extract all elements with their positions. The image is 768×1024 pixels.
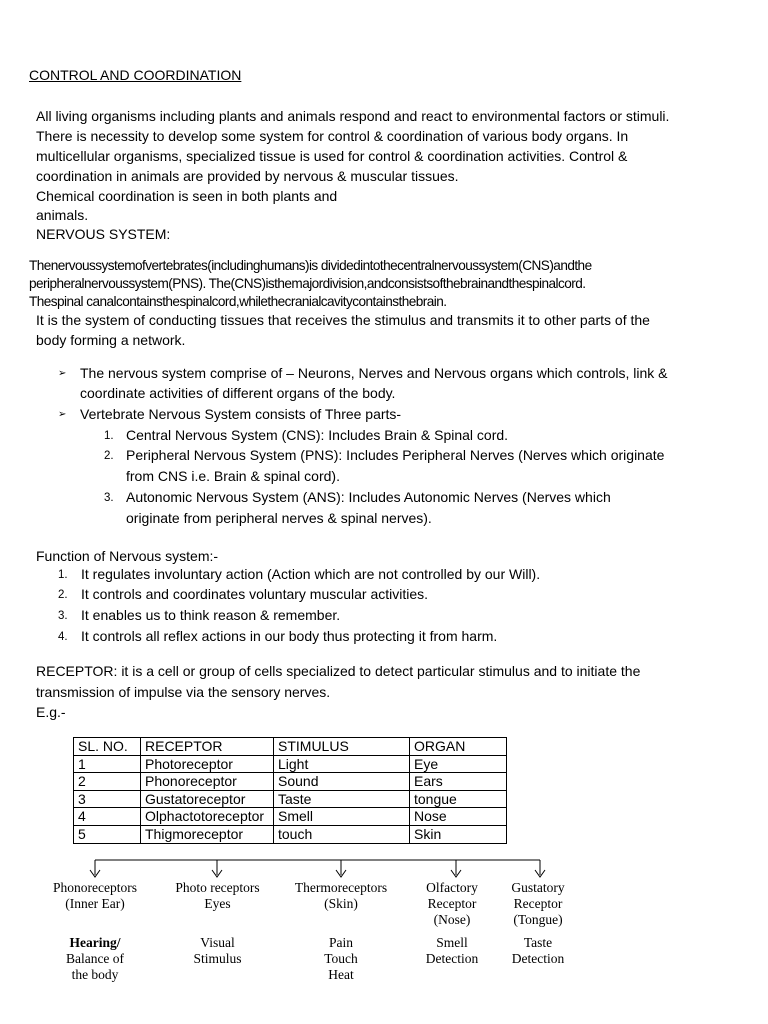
definition-line: body forming a network. [36, 332, 186, 348]
table-header-cell: RECEPTOR [141, 738, 274, 756]
table-cell: Eye [410, 755, 507, 773]
table-row [74, 808, 507, 826]
table-cell: Sound [274, 773, 410, 791]
receptor-line: E.g.- [36, 704, 66, 720]
table-cell: 2 [74, 773, 141, 791]
table-row [74, 825, 507, 843]
item-text: Central Nervous System (CNS): Includes Brain & Spinal cord. [126, 427, 509, 443]
diagram-label: Detection [425, 951, 479, 966]
table-header-cell: ORGAN [410, 738, 507, 756]
item-text: It regulates involuntary action (Action which are not controlled by our Will). [81, 566, 541, 582]
intro-line: animals. [36, 207, 89, 223]
diagram-label: Olfactory [426, 880, 478, 895]
item-text: Peripheral Nervous System (PNS): Includes Peripheral Nerves (Nerves which originate [126, 447, 665, 463]
table-cell: Phonoreceptor [141, 773, 274, 791]
diagram-label: Phonoreceptors [53, 880, 137, 895]
diagram-label: Thermoreceptors [294, 880, 388, 895]
page-title: CONTROL AND COORDINATION [29, 67, 242, 83]
table-cell: Ears [410, 773, 507, 791]
table-cell: Gustatoreceptor [141, 790, 274, 808]
diagram-label: Pain [328, 935, 353, 950]
table-row [74, 790, 507, 808]
vertebrates-line: Thenervoussystemofvertebrates(includinghumans)is dividedintothecentralnervoussystem(CNS)andthe [29, 258, 592, 273]
table-cell: 4 [74, 808, 141, 826]
vertebrates-line: Thespinal canalcontainsthespinalcord,whilethecranialcavitycontainsthebrain. [29, 294, 447, 309]
table-cell: Photoreceptor [141, 755, 274, 773]
intro-line: There is necessity to develop some system for control & coordination of various body organs. In [36, 128, 629, 144]
diagram-label: Gustatory [511, 880, 565, 895]
diagram-function-visual [160, 935, 275, 967]
functions-heading: Function of Nervous system:- [36, 548, 219, 564]
item-text: It controls all reflex actions in our body thus protecting it from harm. [81, 628, 498, 644]
intro-line: multicellular organisms, specialized tissue is used for control & coordination activities. Control & [36, 148, 628, 164]
diagram-label: Photo receptors [175, 880, 260, 895]
table-header-cell: STIMULUS [274, 738, 410, 756]
bullet-line: The nervous system comprise of – Neurons, Nerves and Nervous organs which controls, link & [80, 365, 668, 381]
intro-line: All living organisms including plants and animals respond and react to environmental factors or stimuli. [36, 108, 670, 124]
item-number: 4. [58, 631, 68, 643]
diagram-label: (Skin) [324, 896, 358, 911]
table-cell: Skin [410, 825, 507, 843]
section-heading-nervous-system: NERVOUS SYSTEM: [36, 226, 171, 242]
diagram-label: Smell [436, 935, 468, 950]
diagram-label: Stimulus [193, 951, 242, 966]
table-cell: 3 [74, 790, 141, 808]
intro-line: coordination in animals are provided by nervous & muscular tissues. [36, 168, 459, 184]
table-cell: touch [274, 825, 410, 843]
diagram-label: Touch [324, 951, 358, 966]
definition-line: It is the system of conducting tissues that receives the stimulus and transmits it to other parts of the [36, 312, 650, 328]
diagram-label: Receptor [427, 896, 477, 911]
diagram-label: (Inner Ear) [65, 896, 125, 911]
item-number: 1. [58, 569, 68, 581]
item-number: 3. [104, 492, 114, 504]
table-cell: 1 [74, 755, 141, 773]
table-cell: 5 [74, 825, 141, 843]
receptor-line: RECEPTOR: it is a cell or group of cells specialized to detect particular stimulus and to initiate the [36, 663, 641, 679]
item-number: 2. [58, 589, 68, 601]
diagram-label: (Tongue) [513, 912, 563, 927]
table-row [74, 755, 507, 773]
intro-line: Chemical coordination is seen in both plants and [36, 188, 338, 204]
diagram-label: Eyes [204, 896, 231, 911]
table-cell: Nose [410, 808, 507, 826]
diagram-function-pain [280, 935, 402, 983]
diagram-label: Taste [523, 935, 553, 950]
table-header-cell: SL. NO. [74, 738, 141, 756]
bullet-line: Vertebrate Nervous System consists of Three parts- [80, 406, 402, 422]
item-number: 2. [104, 450, 114, 462]
arrow-bullet-icon: ➢ [58, 409, 67, 420]
table-header-row [74, 738, 507, 756]
diagram-label: Balance of [65, 951, 125, 966]
table-row [74, 773, 507, 791]
diagram-receptor-thermo [280, 880, 402, 912]
table-cell: Olphactotoreceptor [141, 808, 274, 826]
diagram-receptor-olfactory [408, 880, 496, 928]
receptor-line: transmission of impulse via the sensory nerves. [36, 684, 331, 700]
diagram-label: Visual [200, 935, 235, 950]
arrow-bullet-icon: ➢ [58, 368, 67, 379]
diagram-receptor-phono [40, 880, 150, 912]
receptor-table [73, 737, 507, 844]
table-cell: Smell [274, 808, 410, 826]
item-number: 3. [58, 610, 68, 622]
diagram-label: the body [71, 967, 119, 982]
vertebrates-line: peripheralnervoussystem(PNS). The(CNS)isthemajordivision,andconsistsofthebrainandthespinalcord. [29, 276, 586, 291]
diagram-function-hearing [40, 935, 150, 983]
diagram-label: Hearing/ [69, 935, 121, 950]
diagram-label: Detection [511, 951, 565, 966]
item-text: It controls and coordinates voluntary muscular activities. [81, 586, 429, 602]
item-text: originate from peripheral nerves & spinal nerves). [126, 510, 432, 526]
diagram-receptor-gustatory [496, 880, 580, 928]
diagram-function-smell [408, 935, 496, 967]
item-text: Autonomic Nervous System (ANS): Includes Autonomic Nerves (Nerves which [126, 489, 611, 505]
diagram-label: Heat [328, 967, 354, 982]
item-text: It enables us to think reason & remember. [81, 607, 341, 623]
table-cell: tongue [410, 790, 507, 808]
table-cell: Light [274, 755, 410, 773]
bullet-line: coordinate activities of different organs of the body. [80, 385, 396, 401]
table-cell: Taste [274, 790, 410, 808]
diagram-receptor-photo [160, 880, 275, 912]
diagram-function-taste [496, 935, 580, 967]
diagram-label: (Nose) [433, 912, 471, 927]
item-text: from CNS i.e. Brain & spinal cord). [126, 468, 340, 484]
table-cell: Thigmoreceptor [141, 825, 274, 843]
item-number: 1. [104, 430, 114, 442]
diagram-label: Receptor [513, 896, 563, 911]
